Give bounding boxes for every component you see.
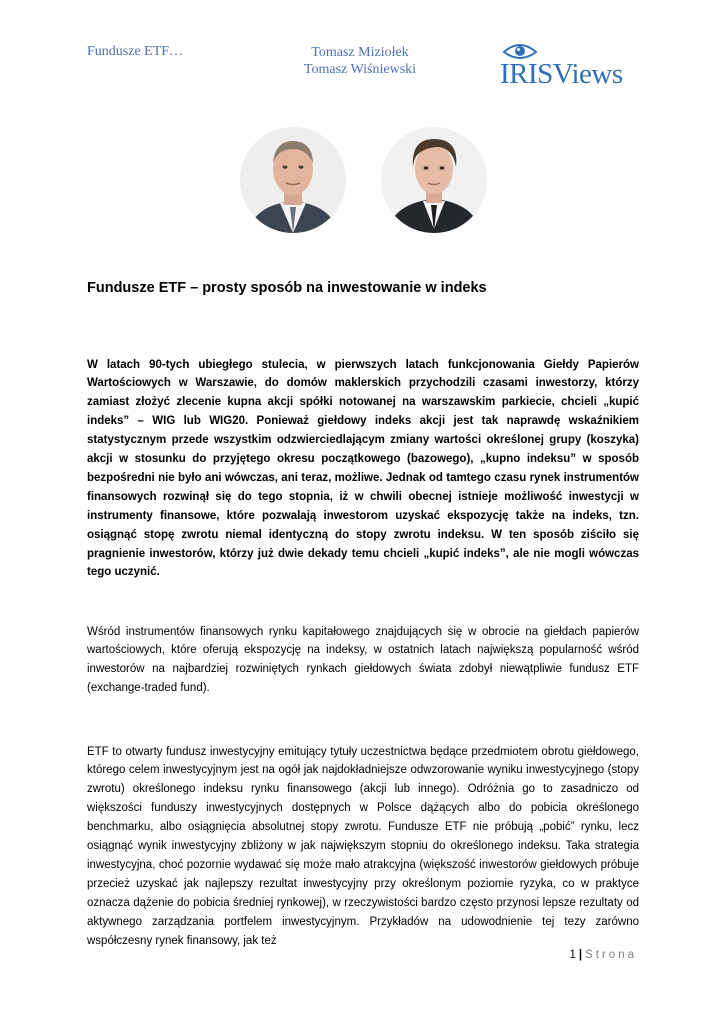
header-authors [280,44,440,78]
author-name: Tomasz Miziołek [311,45,409,60]
header-title: Fundusze ETF… [87,44,184,59]
lead-paragraph: W latach 90-tych ubiegłego stulecia, w pierwszych latach funkcjonowania Giełdy Papierów Wartościowych w Warszawie, do domów maklerskich przychodzili czasami inwestorzy, którzy zamiast złożyć zlecenie kupna akcji spółki notowanej na warszawskim parkiecie, chcieli „kupić indeks” – WIG lub WIG20. Ponieważ giełdowy indeks akcji jest tak naprawdę wskaźnikiem statystycznym przede wszystkim odzwierciedlającym zmiany wartości określonej grupy (koszyka) akcji w stosunku do przyjętego okresu początkowego (bazowego), „kupno indeksu” w sposób bezpośredni nie było ani wówczas, ani teraz, możliwe. Jednak od tamtego czasu rynek instrumentów finansowych rozwinął się do tego stopnia, iż w chwili obecnej istnieje możliwość inwestycji w instrumenty finansowe, które pozwalają inwestorom uzyskać ekspozycję także na indeks, tzn. osiągnąć stopę zwrotu niemal identyczną do stopy zwrotu indeksu. W ten sposób ziściło się pragnienie inwestorów, którzy już dwie dekady temu chcieli „kupić indeks”, ale nie mogli wówczas tego uczynić. [87,358,639,579]
article-title: Fundusze ETF – prosty sposób na inwestowanie w indeks [87,280,487,296]
author-photo-2 [381,127,487,233]
author-photo-1 [240,127,346,233]
body-paragraph: Wśród instrumentów finansowych rynku kapitałowego znajdujących się w obrocie na giełdach papierów wartościowych, które oferują ekspozycję na indeksy, w ostatnich latach największą popularność wśród inwestorów na najbardziej rozwiniętych rynkach giełdowych świata zdobył niewątpliwie fundusz ETF (exchange-traded fund). [87,625,639,695]
page-footer [569,949,637,961]
irisviews-logo [500,42,640,92]
author-name: Tomasz Wiśniewski [303,62,417,77]
page-number: 1 [569,949,576,961]
body-paragraph: ETF to otwarty fundusz inwestycyjny emitujący tytuły uczestnictwa będące przedmiotem obrotu giełdowego, którego celem inwestycyjnym jest na ogół jak najdokładniejsze odwzorowanie wyniku inwestycyjnego (stopy zwrotu) określonego indeksu rynku finansowego (akcji lub innego). Odróżnia go to zasadniczo od większości funduszy inwestycyjnych dostępnych w Polsce dążących albo do pobicia określonego benchmarku, albo osiągnięcia absolutnej stopy zwrotu. Fundusze ETF nie próbują „pobić” rynku, lecz osiągnąć wynik inwestycyjny zbliżony w jak największym stopniu do określonego indeksu. Taka strategia inwestycyjna, choć pozornie wydawać się może mało atrakcyjna (większość inwestorów giełdowych próbuje przecież uzyskać jak najlepszy rezultat inwestycyjny przy określonym poziomie ryzyka, co w praktyce oznacza dążenie do pobicia średniej rynkowej), w rzeczywistości bardzo często przynosi lepsze rezultaty od aktywnego zarządzania portfelem inwestycyjnym. Przykładów na udowodnienie tej tezy zarówno współczesny rynek finansowy, jak też [87,745,639,947]
page-label: Strona [585,949,637,961]
logo-text: IRISViews [500,58,623,90]
footer-separator: | [578,949,583,961]
